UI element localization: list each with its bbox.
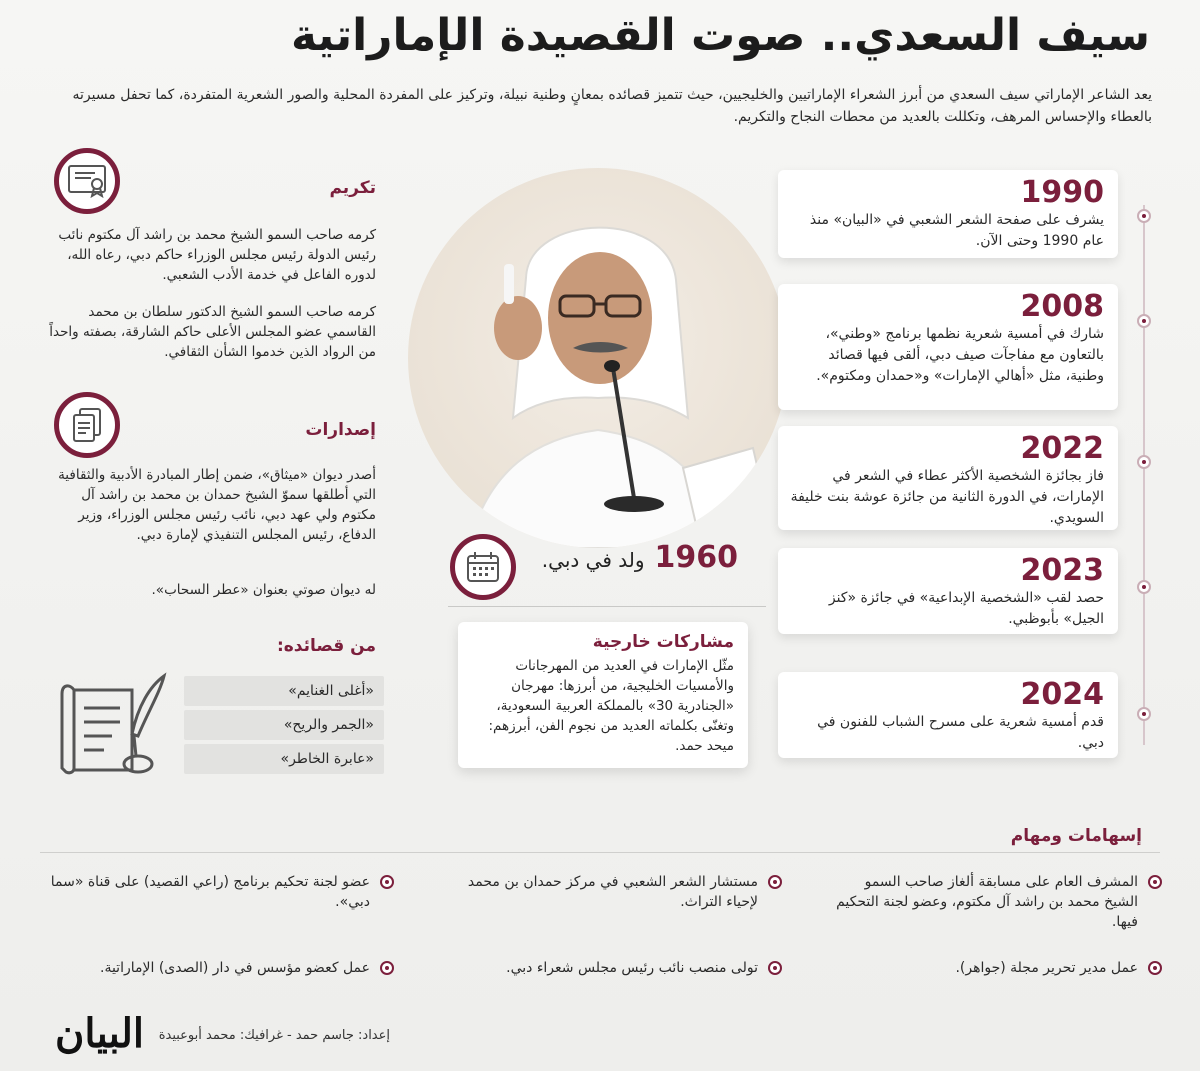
external-participations-card: [458, 622, 748, 768]
timeline-text: قدم أمسية شعرية على مسرح الشباب للفنون في دبي.: [817, 714, 1104, 751]
timeline-year: 2008: [1020, 289, 1104, 324]
timeline-card-2023: [778, 548, 1118, 634]
honors-paragraph-2: كرمه صاحب السمو الشيخ الدكتور سلطان بن محمد القاسمي عضو المجلس الأعلى حاكم الشارقة، بصفته واحداً من الرواد الذين خدموا الشأن الثقافي.: [49, 304, 376, 360]
timeline-card-2022: [778, 426, 1118, 530]
birth-line: [542, 540, 738, 575]
contribution-item: عمل مدير تحرير مجلة (جواهر).: [832, 958, 1162, 978]
timeline-text: يشرف على صفحة الشعر الشعبي في «البيان» منذ عام 1990 وحتى الآن.: [809, 212, 1104, 249]
timeline-line: [1143, 205, 1145, 745]
credits: إعداد: جاسم حمد - غرافيك: محمد أبوعبيدة: [158, 1028, 390, 1043]
publications-paragraph-2: له ديوان صوتي بعنوان «عطر السحاب».: [151, 582, 376, 598]
timeline-card-1990: [778, 170, 1118, 258]
contribution-item: المشرف العام على مسابقة ألغاز صاحب السمو الشيخ محمد بن راشد آل مكتوم، وعضو لجنة التحكيم فيها.: [832, 872, 1162, 932]
timeline-text: حصد لقب «الشخصية الإبداعية» في جائزة «كنز الجيل» بأبوظبي.: [828, 590, 1104, 627]
timeline-dot: [1137, 580, 1151, 594]
timeline-year: 2023: [1020, 553, 1104, 588]
portrait-image: [408, 168, 788, 548]
poem-item: «الجمر والريح»: [184, 710, 384, 740]
external-title: مشاركات خارجية: [592, 632, 734, 652]
bullet-icon: [380, 875, 394, 889]
bullet-icon: [768, 961, 782, 975]
timeline-year: 1990: [1020, 175, 1104, 210]
divider: [448, 606, 766, 607]
divider: [40, 852, 1160, 853]
timeline-card-2024: [778, 672, 1118, 758]
timeline-dot: [1137, 314, 1151, 328]
birth-text: ولد في دبي.: [541, 548, 645, 572]
timeline-dot: [1137, 455, 1151, 469]
contributions-title: إسهامات ومهام: [1010, 826, 1142, 846]
poem-item: «عابرة الخاطر»: [184, 744, 384, 774]
contribution-item: تولى منصب نائب رئيس مجلس شعراء دبي.: [442, 958, 782, 978]
publications-paragraph-1: أصدر ديوان «ميثاق»، ضمن إطار المبادرة الأدبية والثقافية التي أطلقها سموّ الشيخ حمدان بن محمد بن راشد آل مكتوم ولي عهد دبي، نائب رئيس مجلس الوزراء، وزير الدفاع، رئيس المجلس التنفيذي لإمارة دبي.: [58, 467, 376, 543]
honors-title: تكريم: [329, 178, 376, 198]
albayan-logo: البيان: [55, 1010, 145, 1057]
contribution-item: مستشار الشعر الشعبي في مركز حمدان بن محمد لإحياء التراث.: [442, 872, 782, 912]
documents-icon: [54, 392, 120, 458]
timeline-dot: [1137, 209, 1151, 223]
page-title: سيف السعدي.. صوت القصيدة الإماراتية: [290, 10, 1150, 61]
poem-item: «أغلى الغنايم»: [184, 676, 384, 706]
external-text: مثّل الإمارات في العديد من المهرجانات والأمسيات الخليجية، من أبرزها: مهرجان «الجنادرية 30» بالمملكة العربية السعودية، وتغنّى بكلماته العديد من نجوم الفن، أبرزهم: ميحد حمد.: [488, 658, 734, 754]
timeline-text: شارك في أمسية شعرية نظمها برنامج «وطني»، بالتعاون مع مفاجآت صيف دبي، ألقى فيها قصائد وطنية، مثل «أهالي الإمارات» و«حمدان ومكتوم».: [816, 326, 1104, 384]
intro-paragraph: يعد الشاعر الإماراتي سيف السعدي من أبرز الشعراء الإماراتيين والخليجيين، حيث تتميز قصائده بمعانٍ وطنية نبيلة، وتركيز على المفردة المحلية والصور الشعرية المتفردة، كما تحفل مسيرته بالعطاء والإحساس المرهف، وتكللت بالعديد من محطات النجاح والتكريم.: [72, 87, 1152, 125]
poet-portrait-illustration: [408, 168, 788, 548]
bullet-icon: [380, 961, 394, 975]
contribution-item: عمل كعضو مؤسس في دار (الصدى) الإماراتية.: [48, 958, 394, 978]
bullet-icon: [768, 875, 782, 889]
bullet-icon: [1148, 875, 1162, 889]
publications-title: إصدارات: [305, 420, 376, 440]
timeline-dot: [1137, 707, 1151, 721]
poems-title: من قصائده:: [276, 636, 376, 656]
timeline-year: 2024: [1020, 677, 1104, 712]
scroll-quill-icon: [52, 672, 172, 782]
certificate-icon: [54, 148, 120, 214]
timeline-year: 2022: [1020, 431, 1104, 466]
contribution-item: عضو لجنة تحكيم برنامج (راعي القصيد) على قناة «سما دبي».: [48, 872, 394, 912]
timeline-card-2008: [778, 284, 1118, 410]
honors-paragraph-1: كرمه صاحب السمو الشيخ محمد بن راشد آل مكتوم نائب رئيس الدولة رئيس مجلس الوزراء حاكم دبي، رعاه الله، لدوره الفاعل في خدمة الأدب الشعبي.: [58, 227, 376, 283]
timeline-text: فاز بجائزة الشخصية الأكثر عطاء في الشعر في الإمارات، في الدورة الثانية من جائزة عوشة بنت خليفة السويدي.: [790, 468, 1104, 526]
calendar-icon: [450, 534, 516, 600]
birth-year: 1960: [654, 540, 738, 575]
bullet-icon: [1148, 961, 1162, 975]
